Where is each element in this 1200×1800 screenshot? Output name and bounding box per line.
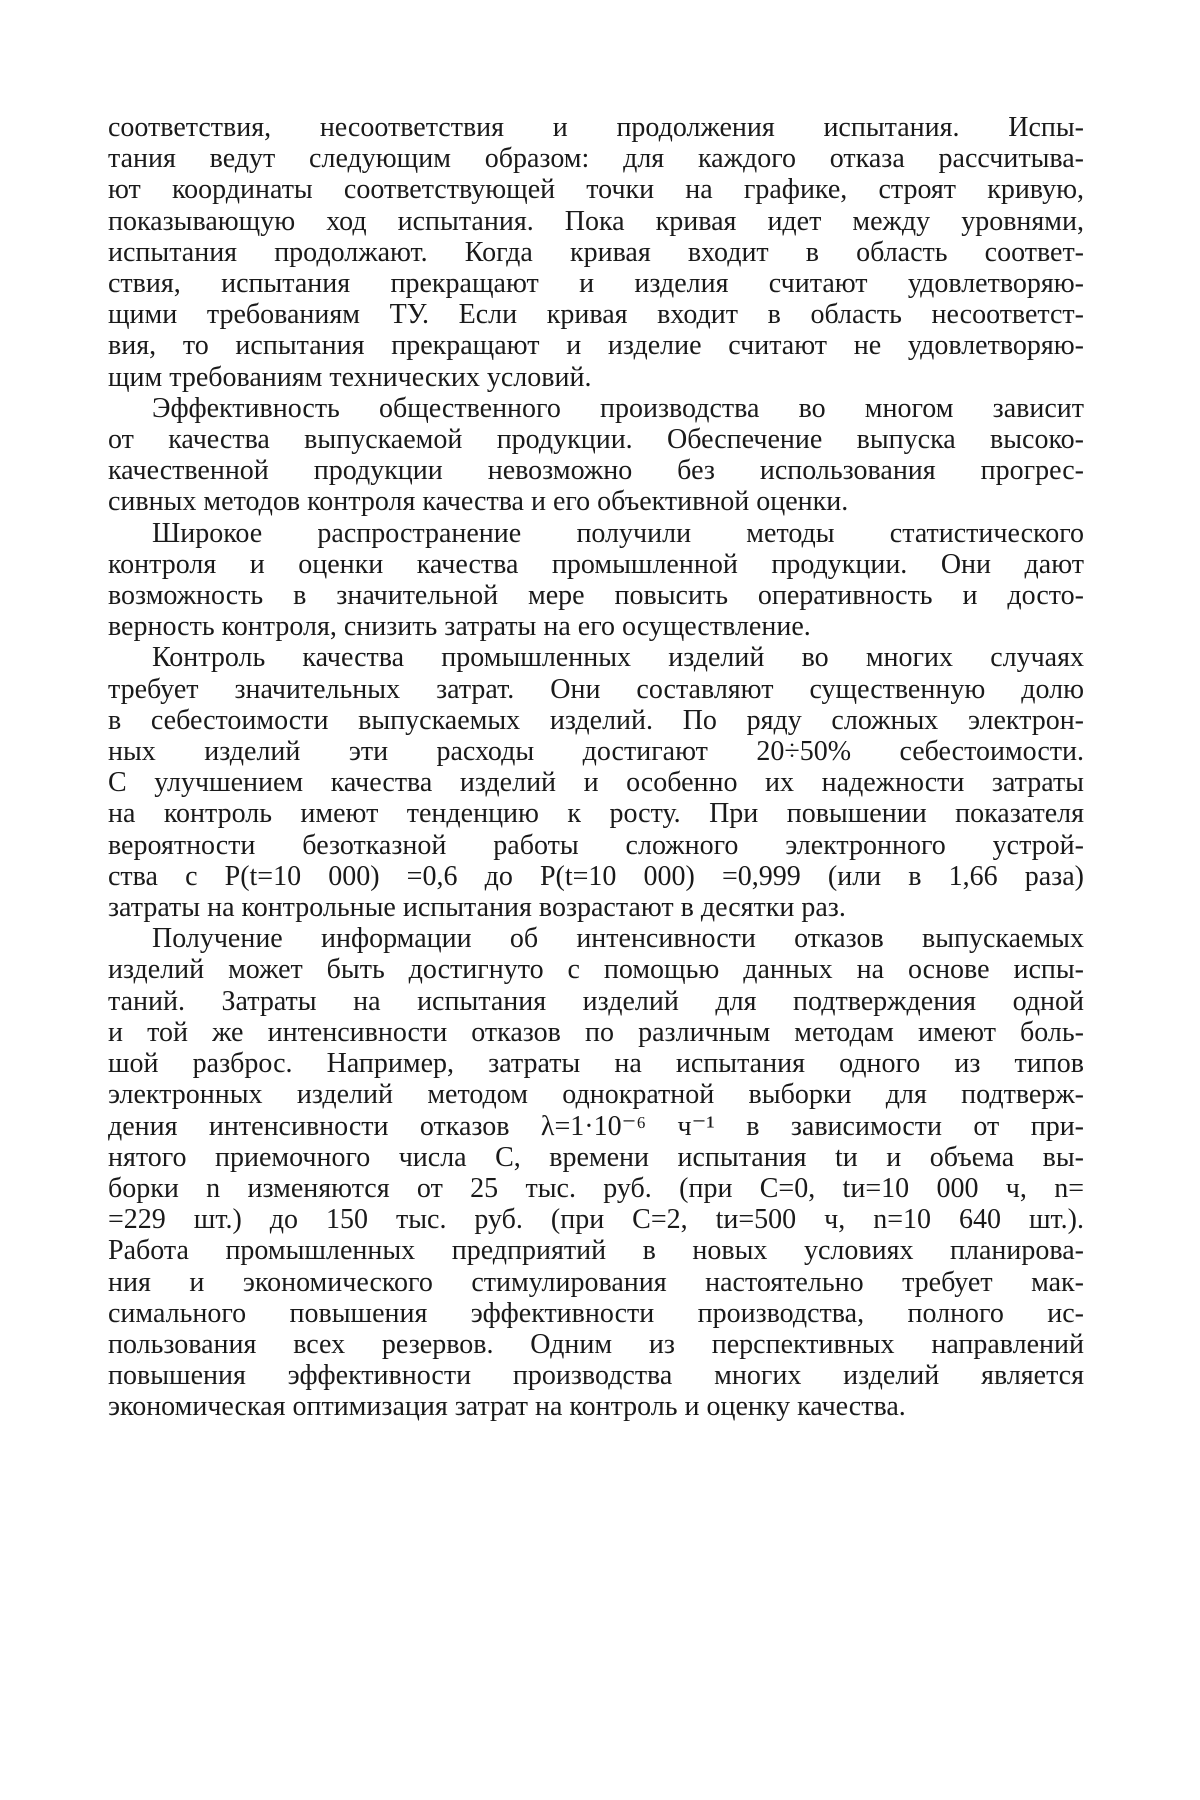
text-line: шой разброс. Например, затраты на испытания одного из типов — [108, 1048, 1084, 1080]
text-line: =229 шт.) до 150 тыс. руб. (при C=2, tи=500 ч, n=10 640 шт.). — [108, 1204, 1084, 1236]
text-line: Широкое распространение получили методы статистического — [152, 517, 1084, 549]
text-line: Эффективность общественного производства во многом зависит — [152, 392, 1084, 424]
text-line: повышения эффективности производства многих изделий является — [108, 1360, 1084, 1392]
text-line: требует значительных затрат. Они составляют существенную долю — [108, 673, 1084, 705]
text-line: щим требованиям технических условий. — [108, 361, 592, 393]
text-line: изделий может быть достигнуто с помощью данных на основе испы- — [108, 954, 1084, 986]
text-line: затраты на контрольные испытания возрастают в десятки раз. — [108, 892, 846, 924]
text-line: борки n изменяются от 25 тыс. руб. (при C=0, tи=10 000 ч, n= — [108, 1172, 1084, 1204]
paragraph — [108, 393, 1084, 518]
text-line: нятого приемочного числа C, времени испытания tи и объема вы- — [108, 1141, 1084, 1173]
text-line: качественной продукции невозможно без использования прогрес- — [108, 455, 1084, 487]
text-line: Работа промышленных предприятий в новых условиях планирова- — [108, 1235, 1084, 1267]
text-line: ных изделий эти расходы достигают 20÷50% себестоимости. — [108, 736, 1084, 768]
text-line: показывающую ход испытания. Пока кривая идет между уровнями, — [108, 205, 1084, 237]
text-line: возможность в значительной мере повысить оперативность и досто- — [108, 580, 1084, 612]
text-line: щими требованиям ТУ. Если кривая входит в область несоответст- — [108, 299, 1084, 331]
text-line: вия, то испытания прекращают и изделие считают не удовлетворяю- — [108, 330, 1084, 362]
text-line: ния и экономического стимулирования настоятельно требует мак- — [108, 1266, 1084, 1298]
text-line: от качества выпускаемой продукции. Обеспечение выпуска высоко- — [108, 424, 1084, 456]
text-line: С улучшением качества изделий и особенно их надежности затраты — [108, 767, 1084, 799]
text-line: соответствия, несоответствия и продолжения испытания. Испы- — [108, 112, 1084, 143]
text-line: верность контроля, снизить затраты на его осуществление. — [108, 611, 811, 643]
text-line: сивных методов контроля качества и его объективной оценки. — [108, 486, 849, 518]
text-line: ют координаты соответствующей точки на графике, строят кривую, — [108, 174, 1084, 206]
text-line: электронных изделий методом однократной выборки для подтверж- — [108, 1079, 1084, 1111]
text-line: дения интенсивности отказов λ=1·10⁻⁶ ч⁻¹ в зависимости от при- — [108, 1110, 1084, 1142]
text-line: контроля и оценки качества промышленной продукции. Они дают — [108, 548, 1084, 580]
text-line: пользования всех резервов. Одним из перспективных направлений — [108, 1328, 1084, 1360]
text-line: тания ведут следующим образом: для каждого отказа рассчитыва- — [108, 143, 1084, 175]
paragraph — [108, 112, 1084, 393]
text-line: в себестоимости выпускаемых изделий. По ряду сложных электрон- — [108, 704, 1084, 736]
text-line: ствия, испытания прекращают и изделия считают удовлетворяю- — [108, 268, 1084, 300]
paragraph — [108, 923, 1084, 1422]
text-line: на контроль имеют тенденцию к росту. При повышении показателя — [108, 798, 1084, 830]
text-line: ства с P(t=10 000) =0,6 до P(t=10 000) =0,999 (или в 1,66 раза) — [108, 860, 1084, 892]
text-line: Контроль качества промышленных изделий во многих случаях — [152, 642, 1084, 674]
paragraph — [108, 518, 1084, 643]
text-line: Получение информации об интенсивности отказов выпускаемых — [152, 923, 1084, 955]
text-line: испытания продолжают. Когда кривая входит в область соответ- — [108, 236, 1084, 268]
text-line: таний. Затраты на испытания изделий для подтверждения одной — [108, 985, 1084, 1017]
text-line: симального повышения эффективности производства, полного ис- — [108, 1297, 1084, 1329]
text-line: экономическая оптимизация затрат на контроль и оценку качества. — [108, 1391, 906, 1423]
text-line: вероятности безотказной работы сложного электронного устрой- — [108, 829, 1084, 861]
paragraph — [108, 642, 1084, 923]
document-body — [108, 112, 1084, 1423]
text-line: и той же интенсивности отказов по различным методам имеют боль- — [108, 1016, 1084, 1048]
